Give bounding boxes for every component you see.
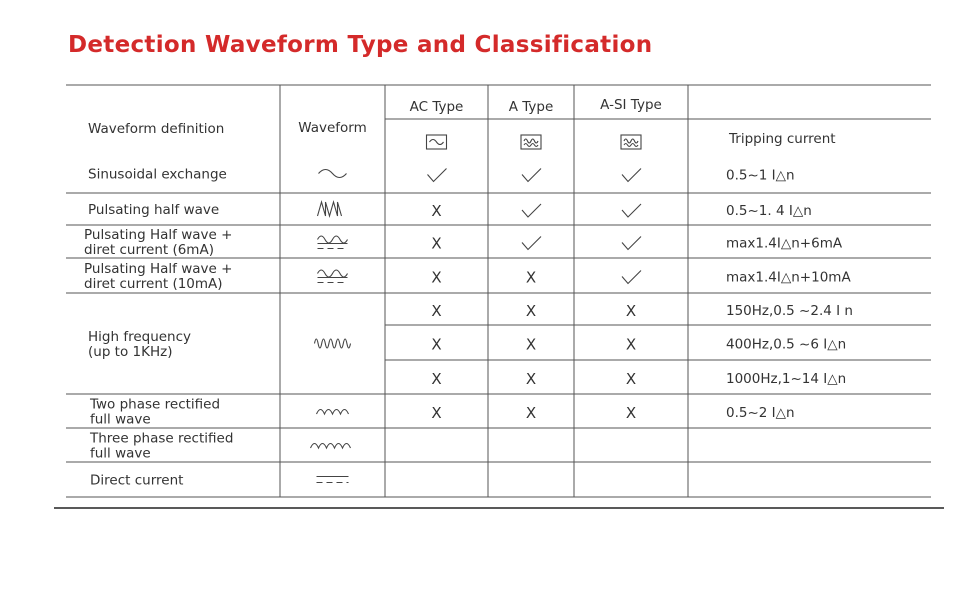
waveform-definition-text: diret current (10mA) xyxy=(84,276,223,292)
high-frequency-wave-icon xyxy=(315,339,351,348)
asi-x-mark: X xyxy=(625,370,637,388)
asi-type-icon xyxy=(621,135,641,149)
waveform-definition-text: Sinusoidal exchange xyxy=(88,166,227,183)
tripping-current-value: 0.5~1. 4 I△n xyxy=(726,203,812,219)
waveform-definition-text: Pulsating Half wave + xyxy=(84,261,233,277)
tripping-current-value: 150Hz,0.5 ~2.4 I n xyxy=(726,303,853,319)
waveform-definition-text: diret current (6mA) xyxy=(84,242,214,258)
ac-x-mark: X xyxy=(431,202,442,220)
waveform-definition-text: full wave xyxy=(90,411,151,428)
sine-wave-icon xyxy=(319,170,347,178)
asi-check-icon xyxy=(622,204,641,217)
half-wave-dc-icon xyxy=(318,236,348,249)
tripping-current-value: 1000Hz,1~14 I△n xyxy=(726,371,847,387)
asi-check-icon xyxy=(622,271,641,284)
a-check-icon xyxy=(522,237,541,250)
waveform-definition-text: High frequency xyxy=(88,329,192,345)
asi-x-mark: X xyxy=(625,404,637,422)
a-x-mark: X xyxy=(525,370,537,388)
a-check-icon xyxy=(522,204,541,217)
direct-current-icon xyxy=(317,477,349,483)
ac-x-mark: X xyxy=(431,268,442,287)
tripping-current-value: 0.5~1 I△n xyxy=(726,167,795,184)
a-check-icon xyxy=(522,169,541,182)
header-waveform: Waveform xyxy=(298,120,367,136)
asi-x-mark: X xyxy=(625,335,637,354)
ac-type-icon xyxy=(427,135,447,149)
ac-x-mark: X xyxy=(431,404,442,422)
asi-check-icon xyxy=(622,169,641,182)
header-ac-type: AC Type xyxy=(409,99,464,115)
table-row xyxy=(89,431,351,462)
table-row xyxy=(84,261,851,292)
ac-x-mark: X xyxy=(431,335,442,354)
header-asi-type: A-SI Type xyxy=(600,97,662,113)
table-row xyxy=(84,227,843,258)
asi-x-mark: X xyxy=(625,302,637,320)
three-phase-rectified-icon xyxy=(311,444,351,449)
waveform-definition-text: Direct current xyxy=(90,472,184,489)
waveform-definition-text: (up to 1KHz) xyxy=(88,344,173,360)
header-tripping-current: Tripping current xyxy=(729,131,836,147)
asi-check-icon xyxy=(622,237,641,250)
ac-x-mark: X xyxy=(431,370,442,388)
a-type-icon xyxy=(521,135,541,149)
tripping-current-value: max1.4I△n+6mA xyxy=(726,235,843,252)
waveform-definition-text: full wave xyxy=(90,445,151,462)
waveform-definition-text: Two phase rectified xyxy=(90,396,221,413)
a-x-mark: X xyxy=(525,335,537,354)
table-row xyxy=(88,302,853,388)
tripping-current-value: max1.4I△n+10mA xyxy=(726,269,851,286)
table-row xyxy=(89,397,795,428)
a-x-mark: X xyxy=(525,302,537,320)
table-header xyxy=(88,97,836,149)
ac-check-icon xyxy=(428,169,447,182)
header-a-type: A Type xyxy=(508,99,554,115)
waveform-definition-text: Pulsating half wave xyxy=(88,202,220,218)
header-waveform-definition: Waveform definition xyxy=(88,121,225,137)
a-x-mark: X xyxy=(525,404,537,422)
waveform-definition-text: Pulsating Half wave + xyxy=(84,227,233,243)
waveform-definition-text: Three phase rectified xyxy=(90,430,234,447)
table-body xyxy=(84,167,853,489)
page-title: Detection Waveform Type and Classification xyxy=(68,32,653,58)
pulsating-half-wave-icon xyxy=(318,202,342,216)
two-phase-rectified-icon xyxy=(317,410,349,415)
tripping-current-value: 400Hz,0.5 ~6 I△n xyxy=(726,336,847,353)
table-row xyxy=(88,202,812,220)
table-row xyxy=(88,167,795,184)
table-row xyxy=(90,473,349,489)
tripping-current-value: 0.5~2 I△n xyxy=(726,405,795,421)
ac-x-mark: X xyxy=(431,234,442,253)
ac-x-mark: X xyxy=(431,302,442,320)
a-x-mark: X xyxy=(525,268,537,287)
half-wave-dc-icon xyxy=(318,270,348,283)
